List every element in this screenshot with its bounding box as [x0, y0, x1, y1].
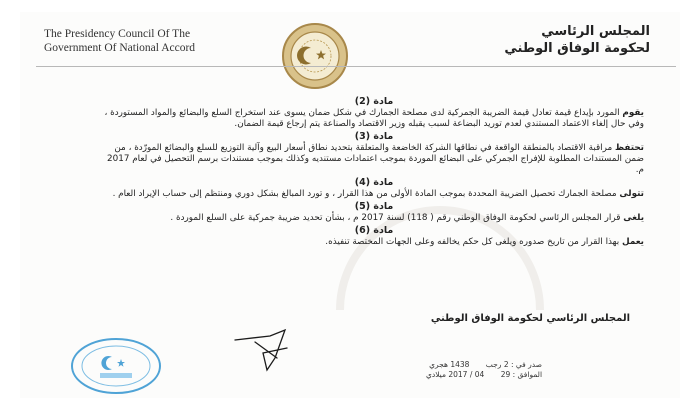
article-lead: يعمل [621, 237, 644, 247]
article-heading: مادة (4) [354, 177, 394, 188]
issue-date-block [412, 360, 542, 380]
article-lead: يقوم [622, 108, 644, 118]
article-heading: مادة (2) [354, 96, 394, 107]
header-arabic-line-1: المجلس الرئاسي [541, 24, 650, 39]
article-text [104, 213, 644, 224]
header-english-line-2: Government Of National Accord [44, 42, 196, 54]
article-lead: تحتفظ [615, 143, 644, 153]
official-stamp-icon [70, 337, 162, 395]
star-crescent-seal-icon [281, 22, 349, 90]
article-text [104, 143, 644, 176]
header-divider [36, 66, 676, 67]
header-arabic-line-2: لحكومة الوفاق الوطني [504, 41, 650, 56]
signatory-title: المجلس الرئاسي لحكومة الوفاق الوطني [430, 313, 630, 324]
article-body: مراقبة الاقتصاد بالمنطقة الواقعة في نطاقها الشركة الخاضعة والمتعلقة بتحديد نطاق أسعار البيع وآلية التوزيع للسلع والبضائع المورّدة ، من ضمن المستندات المطلوبة للإفراج الجمركي على البضائع الموردة بموجب اعتمادات مستنديه وكذلك بموجب مستندات برسم التحصيل في لعام 2017 م. [107, 143, 644, 175]
header-english [44, 27, 195, 55]
article-text [104, 108, 644, 130]
article-heading: مادة (6) [354, 225, 394, 236]
article-text [104, 237, 644, 248]
header-arabic [504, 23, 650, 57]
article-body: قرار المجلس الرئاسي لحكومة الوفاق الوطني رقم ( 118) لسنة 2017 م ، بشأن تحديد ضريبة جمركية على السلع الموردة . [170, 213, 621, 223]
decree-body [104, 96, 644, 249]
issue-date-gregorian: الموافق : 29 04 / 2017 ميلادي [426, 370, 543, 379]
article-heading: مادة (5) [354, 201, 394, 212]
article-lead: تتولى [619, 189, 644, 199]
article-heading: مادة (3) [354, 131, 394, 142]
article-body: المورد بإيداع قيمة تعادل قيمة الضريبة الجمركية لدى مصلحة الجمارك في شكل ضمان يسوى عند استخراج السلع والبضائع والمواد المستوردة ، وفي حال إلغاء الاعتماد المستندي لعدم توريد البضاعة لسبب يقبله وزير الاقتصاد والصناعة يتم إرجاع قيمة الضمان. [104, 108, 644, 129]
handwritten-signature-icon [215, 318, 325, 378]
header-english-line-1: The Presidency Council Of The [44, 28, 191, 40]
article-body: بهذا القرار من تاريخ صدوره ويلغى كل حكم يخالفه وعلى الجهات المختصة تنفيذه. [325, 237, 620, 247]
article-lead: يلغى [623, 213, 644, 223]
issue-date-hijri: صدر في : 2 رجب 1438 هجري [429, 360, 543, 369]
article-body: مصلحة الجمارك تحصيل الضريبة المحددة بموجب المادة الأولى من هذا القرار ، و تورد المبالغ بشكل دوري ومنتظم إلى حساب الإيراد العام . [112, 189, 617, 199]
article-text [104, 189, 644, 200]
